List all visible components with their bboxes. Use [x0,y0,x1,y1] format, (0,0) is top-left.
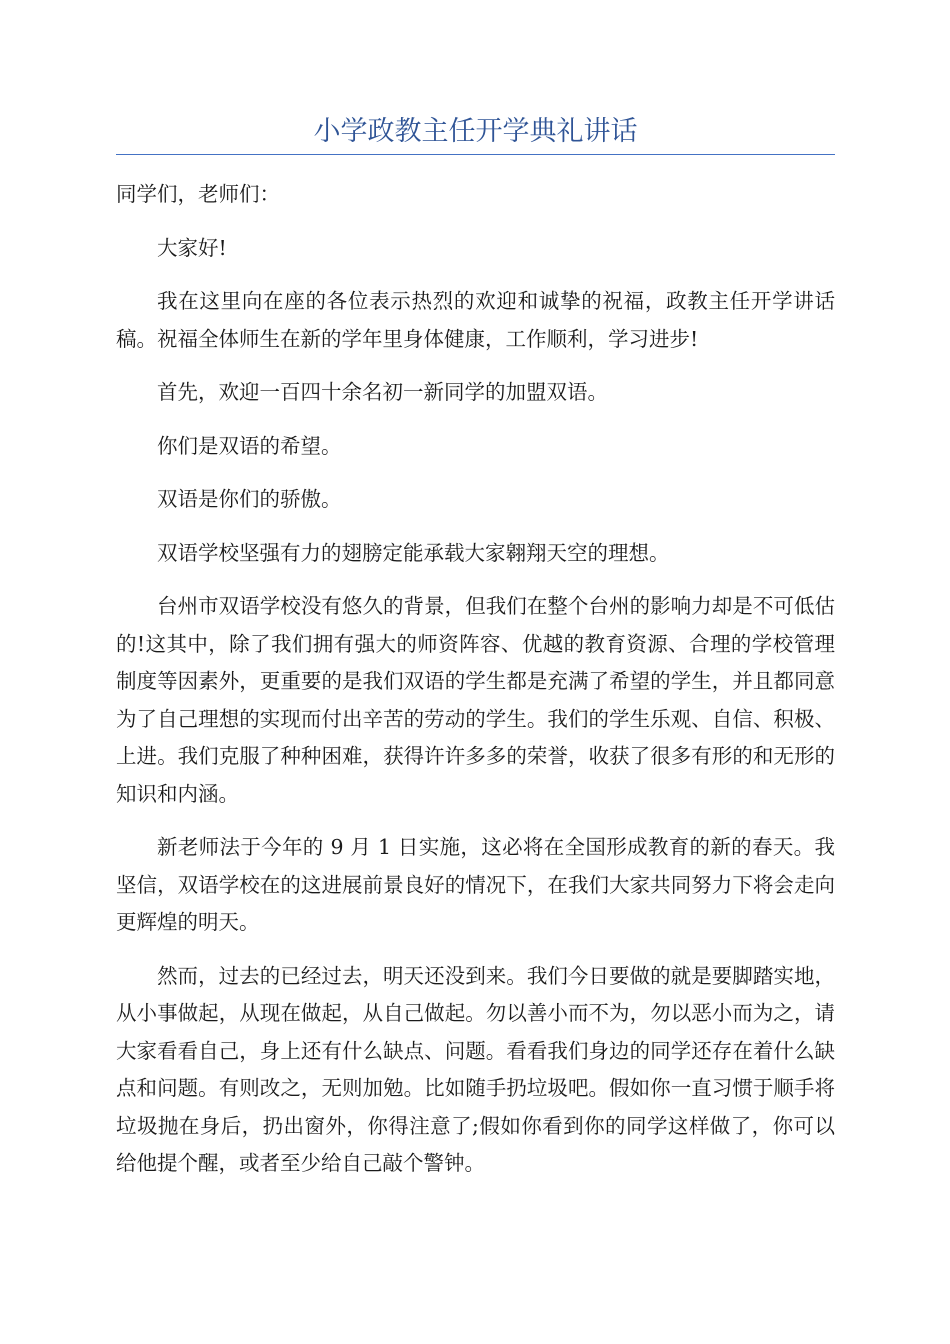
paragraph: 你们是双语的希望。 [157,433,342,458]
paragraph: 双语是你们的骄傲。 [157,487,342,511]
paragraph: 然而，过去的已经过去，明天还没到来。我们今日要做的就是要脚踏实地，从小事做起，从现在做起，从自己做起。勿以善小而不为，勿以恶小而为之，请大家看看自己，身上还有什么缺点、问题。看看我们身边的同学还存在着什么缺点和问题。有则改之，无则加勉。比如随手扔垃圾吧。假如你一直习惯于顺手将垃圾抛在身后，扔出窗外，你得注意了;假如你看到你的同学这样做了，你可以给他提个醒，或者至少给自己敲个警钟。 [116,963,835,1175]
paragraph: 双语学校坚强有力的翅膀定能承载大家翱翔天空的理想。 [157,540,670,565]
document-title: 小学政教主任开学典礼讲话 [313,116,638,147]
paragraph: 首先，欢迎一百四十余名初一新同学的加盟双语。 [157,380,608,404]
title-underline [116,154,835,155]
greeting: 大家好! [157,235,227,260]
paragraph: 我在这里向在座的各位表示热烈的欢迎和诚挚的祝福，政教主任开学讲话稿。祝福全体师生在新的学年里身体健康，工作顺利，学习进步! [116,289,835,351]
salutation: 同学们，老师们： [116,182,280,206]
paragraph: 新老师法于今年的 9 月 1 日实施，这必将在全国形成教育的新的春天。我坚信，双语学校在的这进展前景良好的情况下，在我们大家共同努力下将会走向更辉煌的明天。 [116,835,835,934]
paragraph: 台州市双语学校没有悠久的背景，但我们在整个台州的影响力却是不可低估的!这其中，除了我们拥有强大的师资阵容、优越的教育资源、合理的学校管理制度等因素外，更重要的是我们双语的学生都是充满了希望的学生，并且都同意为了自己理想的实现而付出辛苦的劳动的学生。我们的学生乐观、自信、积极、上进。我们克服了种种困难，获得许许多多的荣誉，收获了很多有形的和无形的知识和内涵。 [116,594,835,806]
document-body [116,176,835,1199]
